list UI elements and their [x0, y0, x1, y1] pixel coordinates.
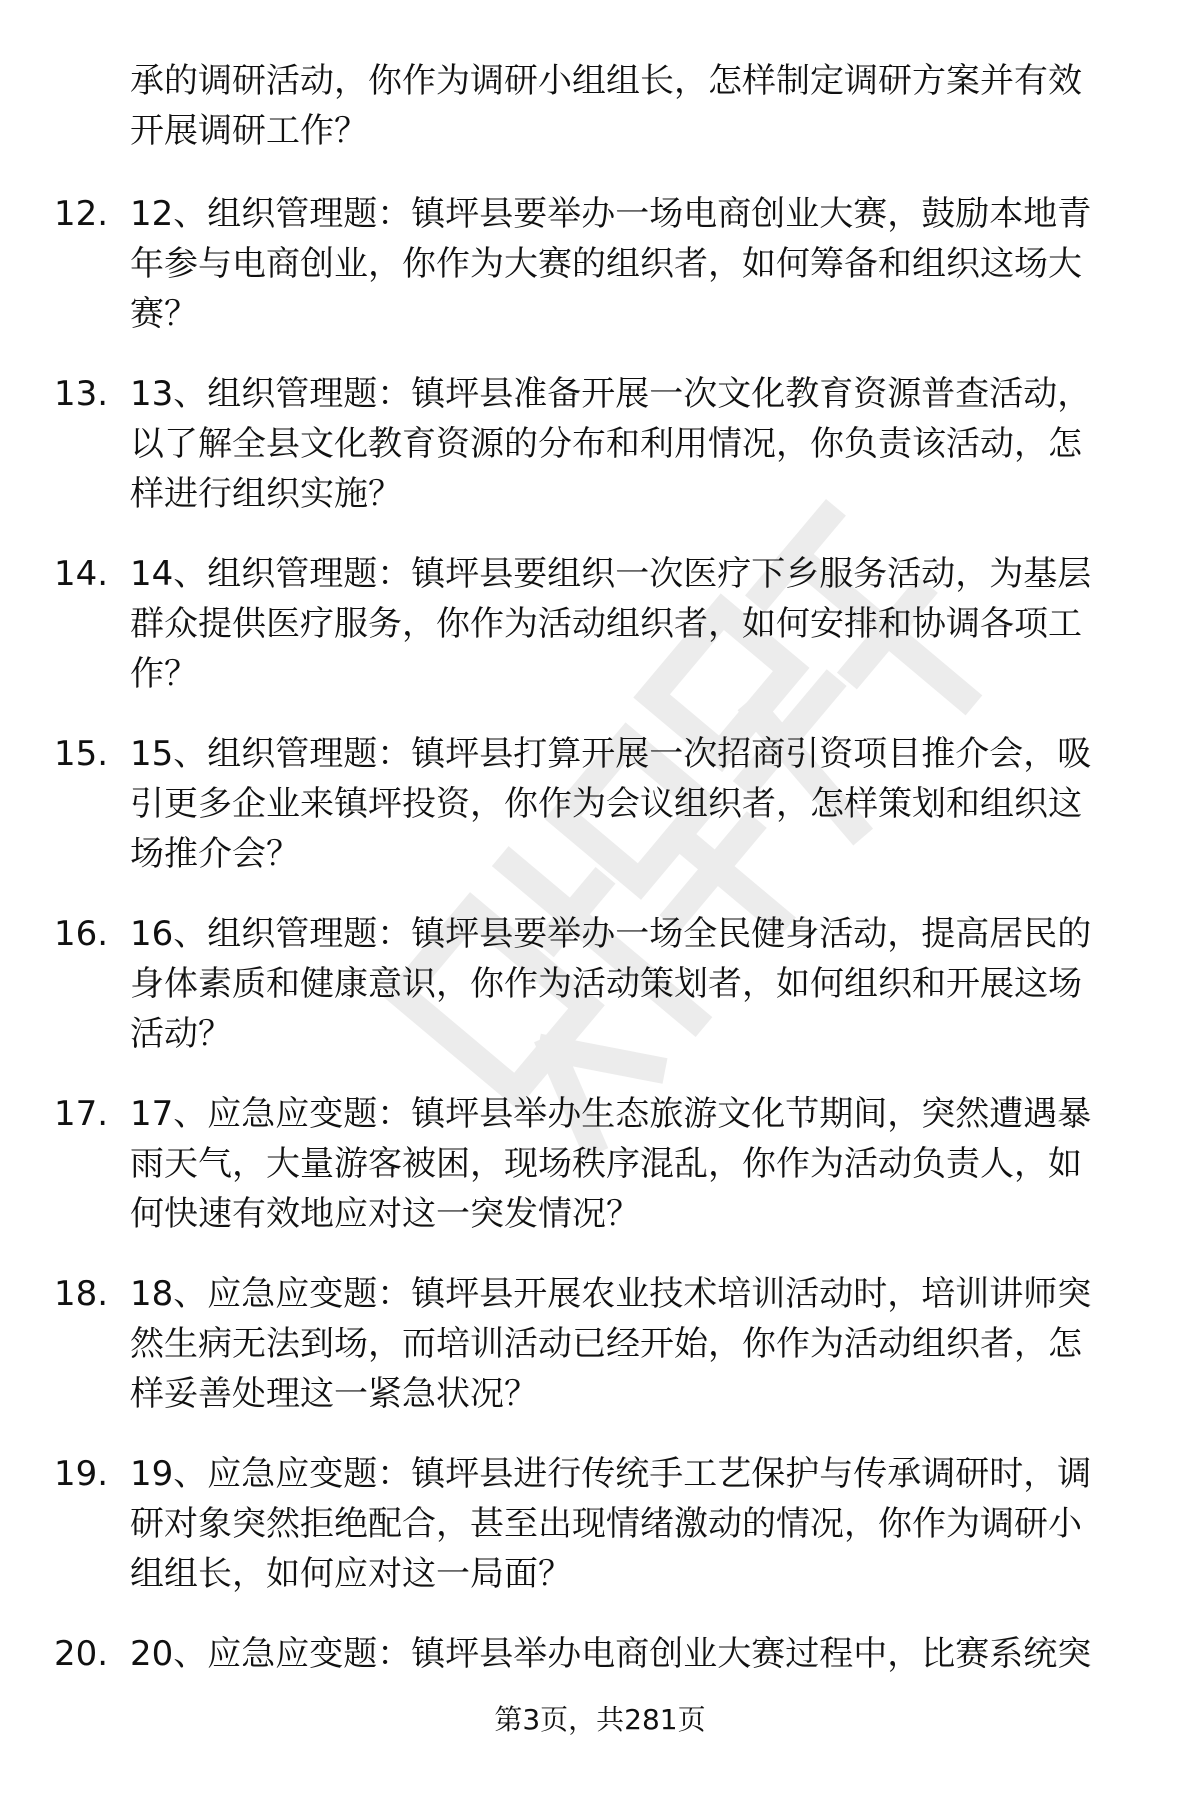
question-item	[0, 903, 1200, 1083]
question-item	[0, 543, 1200, 723]
text-line: 年参与电商创业，你作为大赛的组织者，如何筹备和组织这场大	[130, 244, 1082, 284]
text-line: 组组长，如何应对这一局面？	[130, 1554, 572, 1594]
text-line: 样妥善处理这一紧急状况？	[130, 1374, 538, 1414]
text-line: 承的调研活动，你作为调研小组组长，怎样制定调研方案并有效	[130, 61, 1082, 101]
question-text	[130, 369, 1140, 519]
question-item	[0, 723, 1200, 903]
text-line: 18、应急应变题：镇坪县开展农业技术培训活动时，培训讲师突	[130, 1274, 1092, 1314]
text-line: 14、组织管理题：镇坪县要组织一次医疗下乡服务活动，为基层	[130, 554, 1092, 594]
text-line: 20、应急应变题：镇坪县举办电商创业大赛过程中，比赛系统突	[130, 1634, 1092, 1674]
text-line: 13、组织管理题：镇坪县准备开展一次文化教育资源普查活动，	[130, 374, 1092, 414]
question-number: 13.	[54, 374, 109, 414]
text-line: 场推介会？	[130, 834, 300, 874]
question-text	[130, 729, 1140, 879]
question-number: 20.	[54, 1634, 109, 1674]
text-line: 作？	[130, 654, 198, 694]
text-line: 身体素质和健康意识，你作为活动策划者，如何组织和开展这场	[130, 964, 1082, 1004]
text-line: 何快速有效地应对这一突发情况？	[130, 1194, 640, 1234]
question-text	[130, 909, 1140, 1059]
question-number: 17.	[54, 1094, 109, 1134]
question-item	[0, 363, 1200, 543]
question-number: 19.	[54, 1454, 109, 1494]
text-line: 以了解全县文化教育资源的分布和利用情况，你负责该活动，怎	[130, 424, 1082, 464]
text-line: 12、组织管理题：镇坪县要举办一场电商创业大赛，鼓励本地青	[130, 194, 1092, 234]
text-line: 开展调研工作？	[130, 111, 368, 151]
text-line: 16、组织管理题：镇坪县要举办一场全民健身活动，提高居民的	[130, 914, 1092, 954]
text-line: 雨天气，大量游客被困，现场秩序混乱，你作为活动负责人，如	[130, 1144, 1082, 1184]
question-item	[0, 1083, 1200, 1263]
text-line: 17、应急应变题：镇坪县举办生态旅游文化节期间，突然遭遇暴	[130, 1094, 1092, 1134]
question-number: 16.	[54, 914, 109, 954]
question-text	[130, 189, 1140, 339]
question-number: 14.	[54, 554, 109, 594]
text-line: 群众提供医疗服务，你作为活动组织者，如何安排和协调各项工	[130, 604, 1082, 644]
question-text	[130, 1629, 1140, 1679]
question-text	[130, 1269, 1140, 1419]
text-line: 研对象突然拒绝配合，甚至出现情绪激动的情况，你作为调研小	[130, 1504, 1082, 1544]
text-line: 赛？	[130, 294, 198, 334]
question-item	[0, 1443, 1200, 1623]
continued-question-text	[130, 56, 1140, 156]
text-line: 引更多企业来镇坪投资，你作为会议组织者，怎样策划和组织这	[130, 784, 1082, 824]
page-footer: 第3页，共281页	[494, 1703, 706, 1736]
text-line: 然生病无法到场，而培训活动已经开始，你作为活动组织者，怎	[130, 1324, 1082, 1364]
question-number: 15.	[54, 734, 109, 774]
question-text	[130, 1089, 1140, 1239]
question-list	[0, 183, 1200, 1803]
question-item	[0, 183, 1200, 363]
text-line: 19、应急应变题：镇坪县进行传统手工艺保护与传承调研时，调	[130, 1454, 1092, 1494]
question-number: 18.	[54, 1274, 109, 1314]
text-line: 15、组织管理题：镇坪县打算开展一次招商引资项目推介会，吸	[130, 734, 1092, 774]
question-text	[130, 1449, 1140, 1599]
question-item	[0, 1263, 1200, 1443]
text-line: 样进行组织实施？	[130, 474, 402, 514]
text-line: 活动？	[130, 1014, 232, 1054]
question-number: 12.	[54, 194, 109, 234]
question-text	[130, 549, 1140, 699]
